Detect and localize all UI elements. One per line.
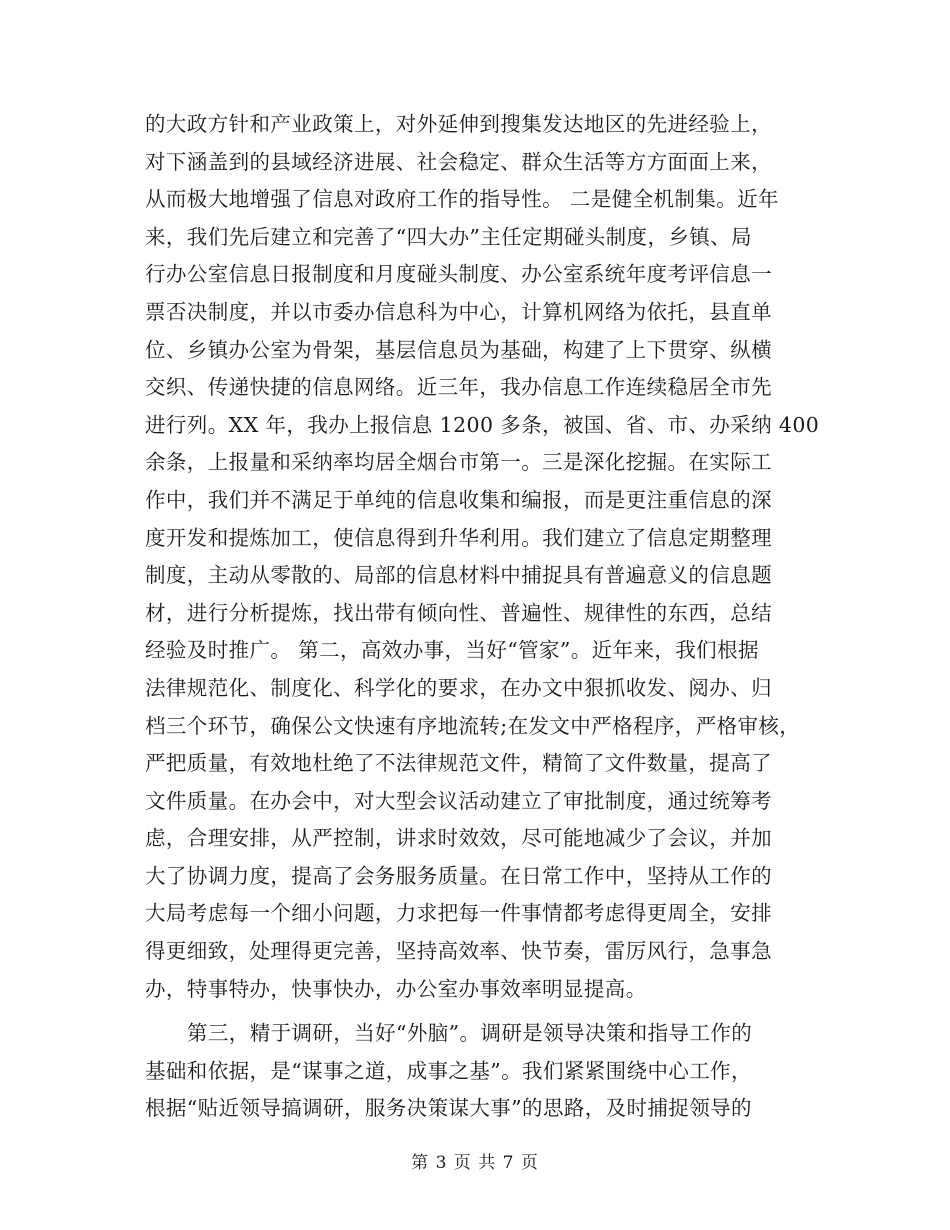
- text-line: 对下涵盖到的县域经济进展、社会稳定、群众生活等方方面面上来，: [145, 149, 772, 174]
- text-line: 制度，主动从零散的、局部的信息材料中捕捉具有普遍意义的信息题: [145, 563, 772, 588]
- text-line: 进行列。XX 年，我办上报信息 1200 多条，被国、省、市、办采纳 400: [145, 412, 820, 437]
- text-line: 得更细致，处理得更完善，坚持高效率、快节奏，雷厉风行，急事急: [145, 939, 772, 964]
- body-text: [145, 106, 835, 1128]
- text-line: 文件质量。在办会中，对大型会议活动建立了审批制度，通过统筹考: [145, 788, 772, 813]
- text-line: 大局考虑每一个细小问题，力求把每一件事情都考虑得更周全，安排: [145, 901, 772, 926]
- text-line: 经验及时推广。 第二，高效办事，当好“管家”。近年来，我们根据: [145, 638, 759, 663]
- text-line: 基础和依据，是“谋事之道，成事之基”。我们紧紧围绕中心工作，: [145, 1058, 752, 1083]
- text-line: 度开发和提炼加工，使信息得到升华利用。我们建立了信息定期整理: [145, 525, 772, 550]
- text-line: 档三个环节，确保公文快速有序地流转;在发文中严格程序，严格审核，: [145, 713, 801, 738]
- paragraph-gap: [145, 1008, 835, 1015]
- text-line: 位、乡镇办公室为骨架，基层信息员为基础，构建了上下贯穿、纵横: [145, 337, 772, 362]
- text-line: 大了协调力度，提高了会务服务质量。在日常工作中，坚持从工作的: [145, 863, 772, 888]
- text-line: 虑，合理安排，从严控制，讲求时效效，尽可能地减少了会议，并加: [145, 826, 772, 851]
- page-footer: 第 3 页 共 7 页: [411, 1153, 539, 1173]
- text-line: 从而极大地增强了信息对政府工作的指导性。 二是健全机制集。近年: [145, 187, 779, 212]
- text-line: 交织、传递快捷的信息网络。近三年，我办信息工作连续稳居全市先: [145, 375, 772, 400]
- text-line: 根据“贴近领导搞调研，服务决策谋大事”的思路，及时捕捉领导的: [145, 1096, 752, 1121]
- paragraph-first-line: 第三，精于调研，当好“外脑”。调研是领导决策和指导工作的: [187, 1021, 753, 1046]
- text-line: 的大政方针和产业政策上，对外延伸到搜集发达地区的先进经验上，: [145, 112, 772, 136]
- text-line: 法律规范化、制度化、科学化的要求，在办文中狠抓收发、阅办、归: [145, 675, 772, 700]
- text-line: 严把质量，有效地杜绝了不法律规范文件，精简了文件数量，提高了: [145, 751, 772, 776]
- text-line: 办，特事特办，快事快办，办公室办事效率明显提高。: [145, 976, 647, 1001]
- text-line: 票否决制度，并以市委办信息科为中心，计算机网络为依托，县直单: [145, 299, 772, 324]
- text-line: 余条，上报量和采纳率均居全烟台市第一。三是深化挖掘。在实际工: [145, 450, 772, 475]
- text-line: 材，进行分析提炼，找出带有倾向性、普遍性、规律性的东西，总结: [145, 600, 772, 625]
- text-line: 行办公室信息日报制度和月度碰头制度、办公室系统年度考评信息一: [145, 262, 772, 287]
- text-line: 作中，我们并不满足于单纯的信息收集和编报，而是更注重信息的深: [145, 487, 772, 512]
- text-line: 来，我们先后建立和完善了“四大办”主任定期碰头制度，乡镇、局: [145, 224, 752, 249]
